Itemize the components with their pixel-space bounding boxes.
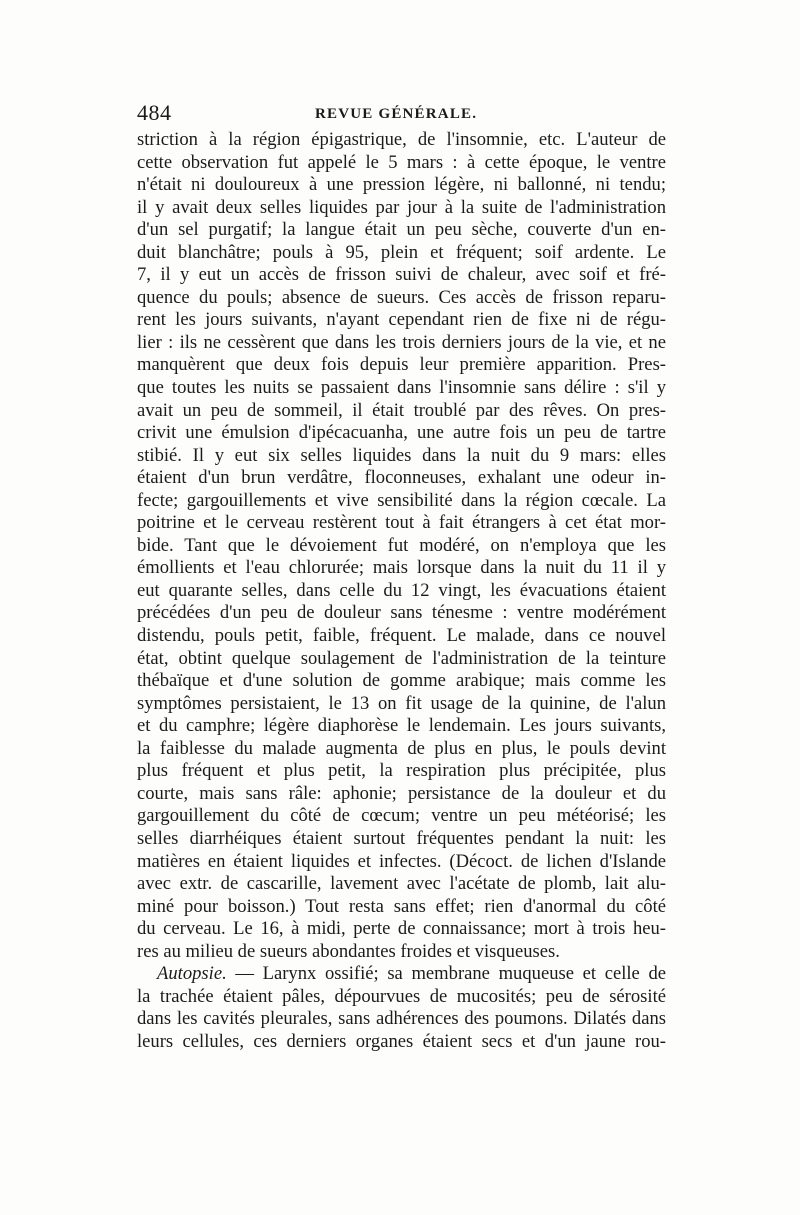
text-line: n'était ni douloureux à une pression légère, ni ballonné, ni tendu; <box>137 174 666 196</box>
text-line: symptômes persistaient, le 13 on fit usage de la quinine, de l'alun <box>137 692 666 714</box>
text-line: quence du pouls; absence de sueurs. Ces accès de frisson reparu- <box>137 286 666 308</box>
text-line: et du camphre; légère diaphorèse le lendemain. Les jours suivants, <box>137 715 666 737</box>
text-line: avec extr. de cascarille, lavement avec l'acétate de plomb, lait alu- <box>137 873 666 895</box>
text-line: res au milieu de sueurs abondantes froides et visqueuses. <box>137 940 560 962</box>
text-line: courte, mais sans râle: aphonie; persistance de la douleur et du <box>137 782 666 804</box>
body-text <box>137 129 666 1053</box>
text-line: matières en étaient liquides et infectes. (Décoct. de lichen d'Islande <box>137 850 666 872</box>
text-line: eut quarante selles, dans celle du 12 vingt, les évacuations étaient <box>137 579 666 601</box>
text-line: gargouillement du côté de cœcum; ventre un peu météorisé; les <box>137 805 666 827</box>
text-line: bide. Tant que le dévoiement fut modéré, on n'employa que les <box>137 534 666 556</box>
text-line: que toutes les nuits se passaient dans l'insomnie sans délire : s'il y <box>137 377 666 399</box>
text-line: plus fréquent et plus petit, la respiration plus précipitée, plus <box>137 760 666 782</box>
text-line: selles diarrhéiques étaient surtout fréquentes pendant la nuit: les <box>137 827 666 849</box>
text-line: striction à la région épigastrique, de l'insomnie, etc. L'auteur de <box>137 129 666 150</box>
text-line: cette observation fut appelé le 5 mars : à cette époque, le ventre <box>137 151 666 173</box>
text-line: crivit une émulsion d'ipécacuanha, une autre fois un peu de tartre <box>137 422 666 444</box>
text-line: duit blanchâtre; pouls à 95, plein et fréquent; soif ardente. Le <box>137 241 666 263</box>
autopsy-label: Autopsie. <box>157 963 227 985</box>
text-line: leurs cellules, ces derniers organes étaient secs et d'un jaune rou- <box>137 1030 666 1052</box>
text-line: la trachée étaient pâles, dépourvues de mucosités; peu de sérosité <box>137 985 666 1007</box>
text-line: rent les jours suivants, n'ayant cependant rien de fixe ni de régu- <box>137 309 666 331</box>
text-line: état, obtint quelque soulagement de l'administration de la teinture <box>137 647 666 669</box>
text-line: miné pour boisson.) Tout resta sans effet; rien d'anormal du côté <box>137 895 666 917</box>
text-line: il y avait deux selles liquides par jour à la suite de l'administration <box>137 196 666 218</box>
text-line: fecte; gargouillements et vive sensibilité dans la région cœcale. La <box>137 489 666 511</box>
running-title: REVUE GÉNÉRALE. <box>315 106 478 122</box>
text-line: émollients et l'eau chlorurée; mais lorsque dans la nuit du 11 il y <box>137 557 666 579</box>
text-line: lier : ils ne cessèrent que dans les trois derniers jours de la vie, et ne <box>137 331 666 353</box>
page-header <box>137 100 667 128</box>
text-line: précédées d'un peu de douleur sans ténesme : ventre modérément <box>137 602 666 624</box>
autopsy-first-line-text: — Larynx ossifié; sa membrane muqueuse et celle de <box>226 963 666 985</box>
text-line: avait un peu de sommeil, il était troublé par des rêves. On pres- <box>137 399 666 421</box>
text-line: la faiblesse du malade augmenta de plus en plus, le pouls devint <box>137 737 666 759</box>
text-line: étaient d'un brun verdâtre, floconneuses, exhalant une odeur in- <box>137 467 666 489</box>
text-line: poitrine et le cerveau restèrent tout à fait étrangers à cet état mor- <box>137 512 666 534</box>
text-line: stibié. Il y eut six selles liquides dans la nuit du 9 mars: elles <box>137 444 666 466</box>
text-line: manquèrent que deux fois depuis leur première apparition. Pres- <box>137 354 666 376</box>
text-line: distendu, pouls petit, faible, fréquent. Le malade, dans ce nouvel <box>137 625 666 647</box>
autopsy-first-line <box>137 963 666 986</box>
text-line: thébaïque et d'une solution de gomme arabique; mais comme les <box>137 670 666 692</box>
text-line: 7, il y eut un accès de frisson suivi de chaleur, avec soif et fré- <box>137 264 666 286</box>
text-line: d'un sel purgatif; la langue était un peu sèche, couverte d'un en- <box>137 219 666 241</box>
text-line: dans les cavités pleurales, sans adhérences des poumons. Dilatés dans <box>137 1008 666 1030</box>
page-number: 484 <box>137 100 172 125</box>
text-line: du cerveau. Le 16, à midi, perte de connaissance; mort à trois heu- <box>137 918 666 940</box>
